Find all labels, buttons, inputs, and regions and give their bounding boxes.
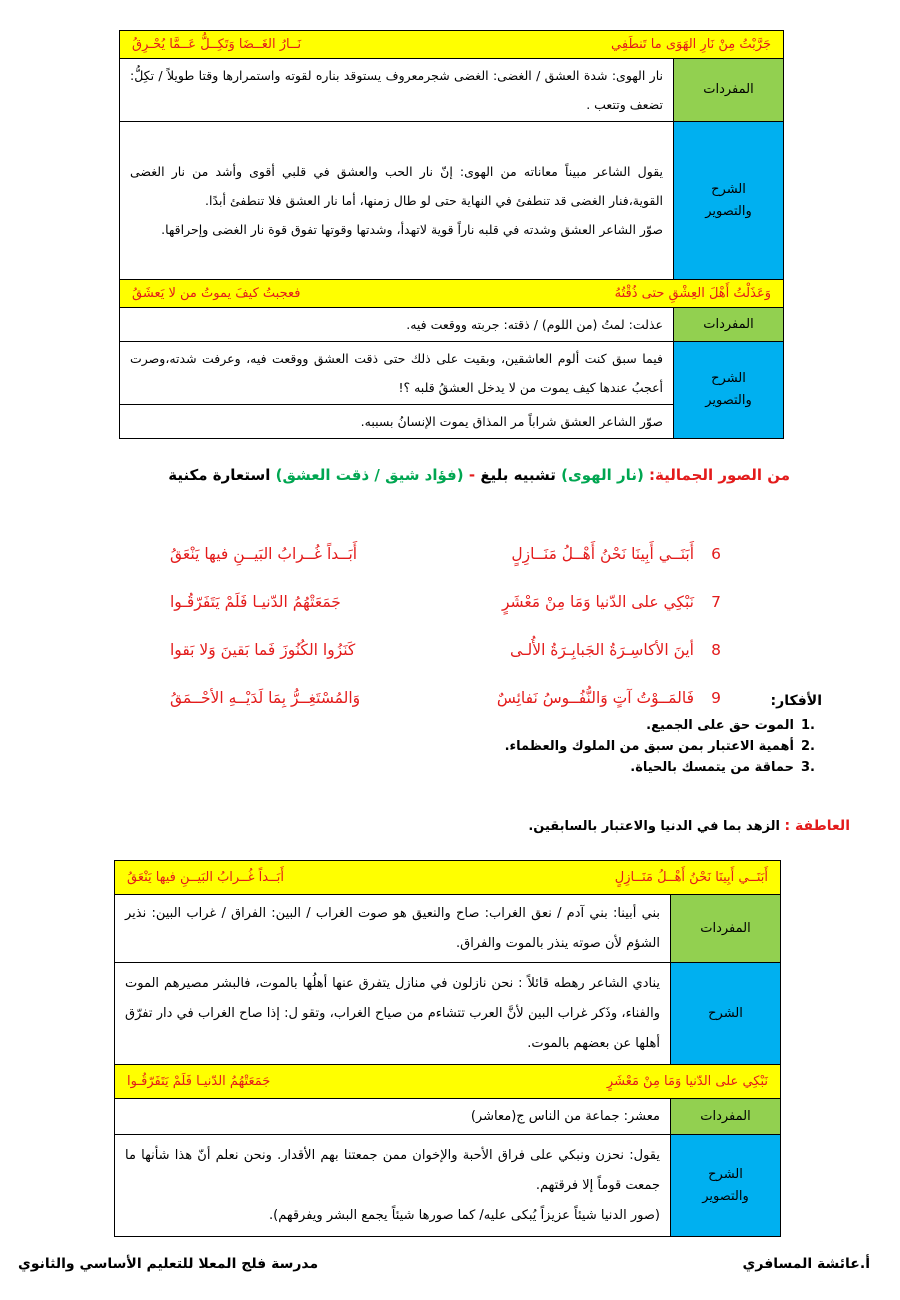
explain-label: الشرح والتصوير	[674, 122, 784, 280]
vocab-row	[120, 308, 784, 342]
vocab-content: معشر: جماعة من الناس ج(معاشر)	[115, 1099, 671, 1135]
verse-row	[120, 31, 784, 59]
verse-line	[170, 578, 730, 626]
vocab-label: المفردات	[671, 895, 781, 963]
vocab-row	[120, 59, 784, 122]
vocab-content: بني أبينا: بني آدم / نعق الغراب: صاح والنعيق هو صوت الغراب / البين: الفراق / غراب البين: نذير الشؤم لأن صوته ينذر بالموت والفراق.	[115, 895, 671, 963]
list-item	[402, 736, 822, 757]
item-text: أهمية الاعتبار بمن سبق من الملوك والعظماء.	[504, 739, 794, 754]
vocab-label: المفردات	[671, 1099, 781, 1135]
item-text: الموت حق على الجميع.	[646, 718, 794, 733]
list-item	[402, 757, 822, 778]
vocab-content: نار الهوى: شدة العشق / الغضى: الغضى شجرمعروف يستوقد بناره لقوته واستمرارها وقتا طويلاً / تكِلُّ: تضعف وتتعب .	[120, 59, 674, 122]
verse-hemistich-2: جَمَعَتْهُمُ الدّنيـا فَلَمْ يَتَفَرّقُـوا	[127, 1074, 271, 1089]
verse-row	[115, 1065, 781, 1099]
imagery-paragraph: صوّر الشاعر العشق وشدته في قلبه ناراً قوية لاتهدأ، وشدتها وقوتها تفوق قوة نار الغضى وإحراقها.	[161, 222, 663, 237]
ideas-title: الأفكار:	[770, 693, 822, 709]
explain-row	[120, 122, 784, 280]
school-name: مدرسة فلج المعلا للتعليم الأساسي والثانوي	[18, 1256, 319, 1272]
vocab-row	[115, 895, 781, 963]
ideas-list	[402, 715, 822, 778]
verse-hemistich-1: أَبَنَــي أَبِينَا نَحْنُ أَهْــلُ مَنَــازِلٍ	[511, 545, 694, 563]
separator: -	[468, 466, 476, 484]
poem-table-2	[114, 860, 781, 1237]
item-number: .1	[801, 718, 815, 733]
verse-hemistich-2: أَبَــداً غُــرابُ البَيــنِ فيها يَنْعَقُ	[170, 545, 358, 563]
verse-line	[170, 626, 730, 674]
vocab-content: عذلت: لمتُ (من اللوم) / ذقته: جربته ووقعت فيه.	[120, 308, 674, 342]
emotion-text: الزهد بما في الدنيا والاعتبار بالسابقين.	[528, 819, 781, 834]
verse-hemistich-1: نَبْكِي على الدّنيا وَمَا مِنْ مَعْشَرٍ	[501, 593, 694, 611]
imagery-paragraph: صوّر الشاعر العشق شراباً مر المذاق يموت الإنسانُ بسببه.	[120, 405, 674, 439]
image-item-1: (نار الهوى)	[561, 466, 644, 484]
item-number: .2	[801, 739, 815, 754]
verse-hemistich-1: أينَ الأكاسِـرَةُ الجَبابِـرَةُ الأُلـى	[510, 641, 694, 659]
explain-paragraph: ينادي الشاعر رهطه قائلاً : نحن نازلون في منازل يتفرق عنها أهلُها بالموت، فالبشر مصيرهم الموت والفناء، وذَكر غراب البين لأنَّ العرب تتشاءم من صياح الغراب، وتقو ل: إذا صاح الغراب في دار تفرّق أهلها عن بعضهم بالموت.	[115, 963, 671, 1065]
item-number: .3	[801, 760, 815, 775]
verse-number: 8	[711, 641, 721, 659]
teacher-name: أ.عائشة المسافري	[742, 1256, 870, 1272]
verse-hemistich-2: أَبَــداً غُــرابُ البَيــنِ فيها يَنْعَقُ	[127, 870, 284, 885]
vocab-label: المفردات	[674, 308, 784, 342]
explain-paragraph: يقول: نحزن ونبكي على فراق الأحبة والإخوان ممن جمعتنا بهم الأقدار. ونحن نعلم أنّ هذا شأنها ما جمعت قوماً إلا فرقتهم.	[125, 1147, 660, 1193]
verse-hemistich-2: نَــارُ الغَــضَا وَتَكِــلُّ عَــمَّا يُحْـرِقُ	[132, 37, 302, 52]
vocab-row	[115, 1099, 781, 1135]
verse-hemistich-2: جَمَعَتْهُمُ الدّنيـا فَلَمْ يَتَفَرّقُـوا	[170, 593, 341, 611]
verse-hemistich-2: كَنَزُوا الكُنُوزَ فَما بَقينَ وَلا بَقوا	[170, 641, 356, 659]
item-text: حماقة من يتمسك بالحياة.	[630, 760, 794, 775]
image-item-2: (فؤاد شيق / ذقت العشق)	[275, 466, 464, 484]
vocab-label: المفردات	[674, 59, 784, 122]
verse-hemistich-2: وَالمُسْتَغِــرُّ بِمَا لَدَيْــهِ الأحْــمَقُ	[170, 689, 361, 707]
verse-hemistich-1: فَالمَــوْتُ آتٍ وَالنُّفُــوسُ نَفائِسٌ	[496, 689, 694, 707]
verse-number: 7	[711, 593, 721, 611]
poem-table-1	[119, 30, 784, 439]
imagery-paragraph: (صور الدنيا شيئاً عزيزاً يُبكى عليه/ كما صورها شيئاً يجمع البشر ويفرقهم).	[268, 1207, 660, 1223]
verse-hemistich-2: فعجبتُ كيفَ يموتُ من لا يَعشَقُ	[132, 286, 301, 301]
verse-hemistich-1: وَعَذَلْتُ أَهْلَ العِشْقِ حتى ذُقْتُهُ	[614, 286, 771, 301]
verse-row	[120, 280, 784, 308]
verse-hemistich-1: نَبْكِي على الدّنيا وَمَا مِنْ مَعْشَرٍ	[606, 1074, 768, 1089]
verse-number: 6	[711, 545, 721, 563]
explain-paragraph: يقول الشاعر مبيناً معاناته من الهوى: إنّ نار الحب والعشق في قلبي أقوى وأشد من نار الغضى القوية،فنار الغضى قد تنطفئ في النهاية حتى لو طال زمنها، أما نار العشق فلا تنطفئ أبدًا.	[130, 164, 663, 208]
emotion-line	[528, 818, 850, 834]
page-footer	[0, 1256, 900, 1286]
rhetorical-images-line	[168, 466, 790, 484]
list-item	[402, 715, 822, 736]
verse-hemistich-1: أَبَنَــي أَبِينَا نَحْنُ أَهْــلُ مَنَــازِلٍ	[614, 870, 768, 885]
explain-label: الشرح والتصوير	[671, 1135, 781, 1237]
rhetorical-images-title: من الصور الجمالية:	[649, 466, 790, 484]
explain-row	[115, 963, 781, 1065]
explain-paragraph: فيما سبق كنت ألوم العاشقين، وبقيت على ذلك حتى ذقت العشق ووقعت فيه، وعرفت شدته،وصرت أعجبُ عندها كيف يموت من لا يدخل العشقُ قلبه ؟!	[120, 342, 674, 405]
image-type-2: استعارة مكنية	[168, 466, 271, 484]
explain-label: الشرح والتصوير	[674, 342, 784, 439]
ideas-section	[402, 693, 822, 778]
explain-row	[120, 342, 784, 405]
verse-hemistich-1: جَرَّبْتُ مِنْ نَارِ الهَوَى ما تَنطَفِي	[611, 37, 771, 52]
explain-row	[115, 1135, 781, 1237]
explain-label: الشرح	[671, 963, 781, 1065]
verse-row	[115, 861, 781, 895]
image-type-1: تشبيه بليغ	[480, 466, 556, 484]
verse-number: 9	[711, 689, 721, 707]
emotion-label: العاطفة :	[784, 818, 850, 834]
verse-line	[170, 530, 730, 578]
